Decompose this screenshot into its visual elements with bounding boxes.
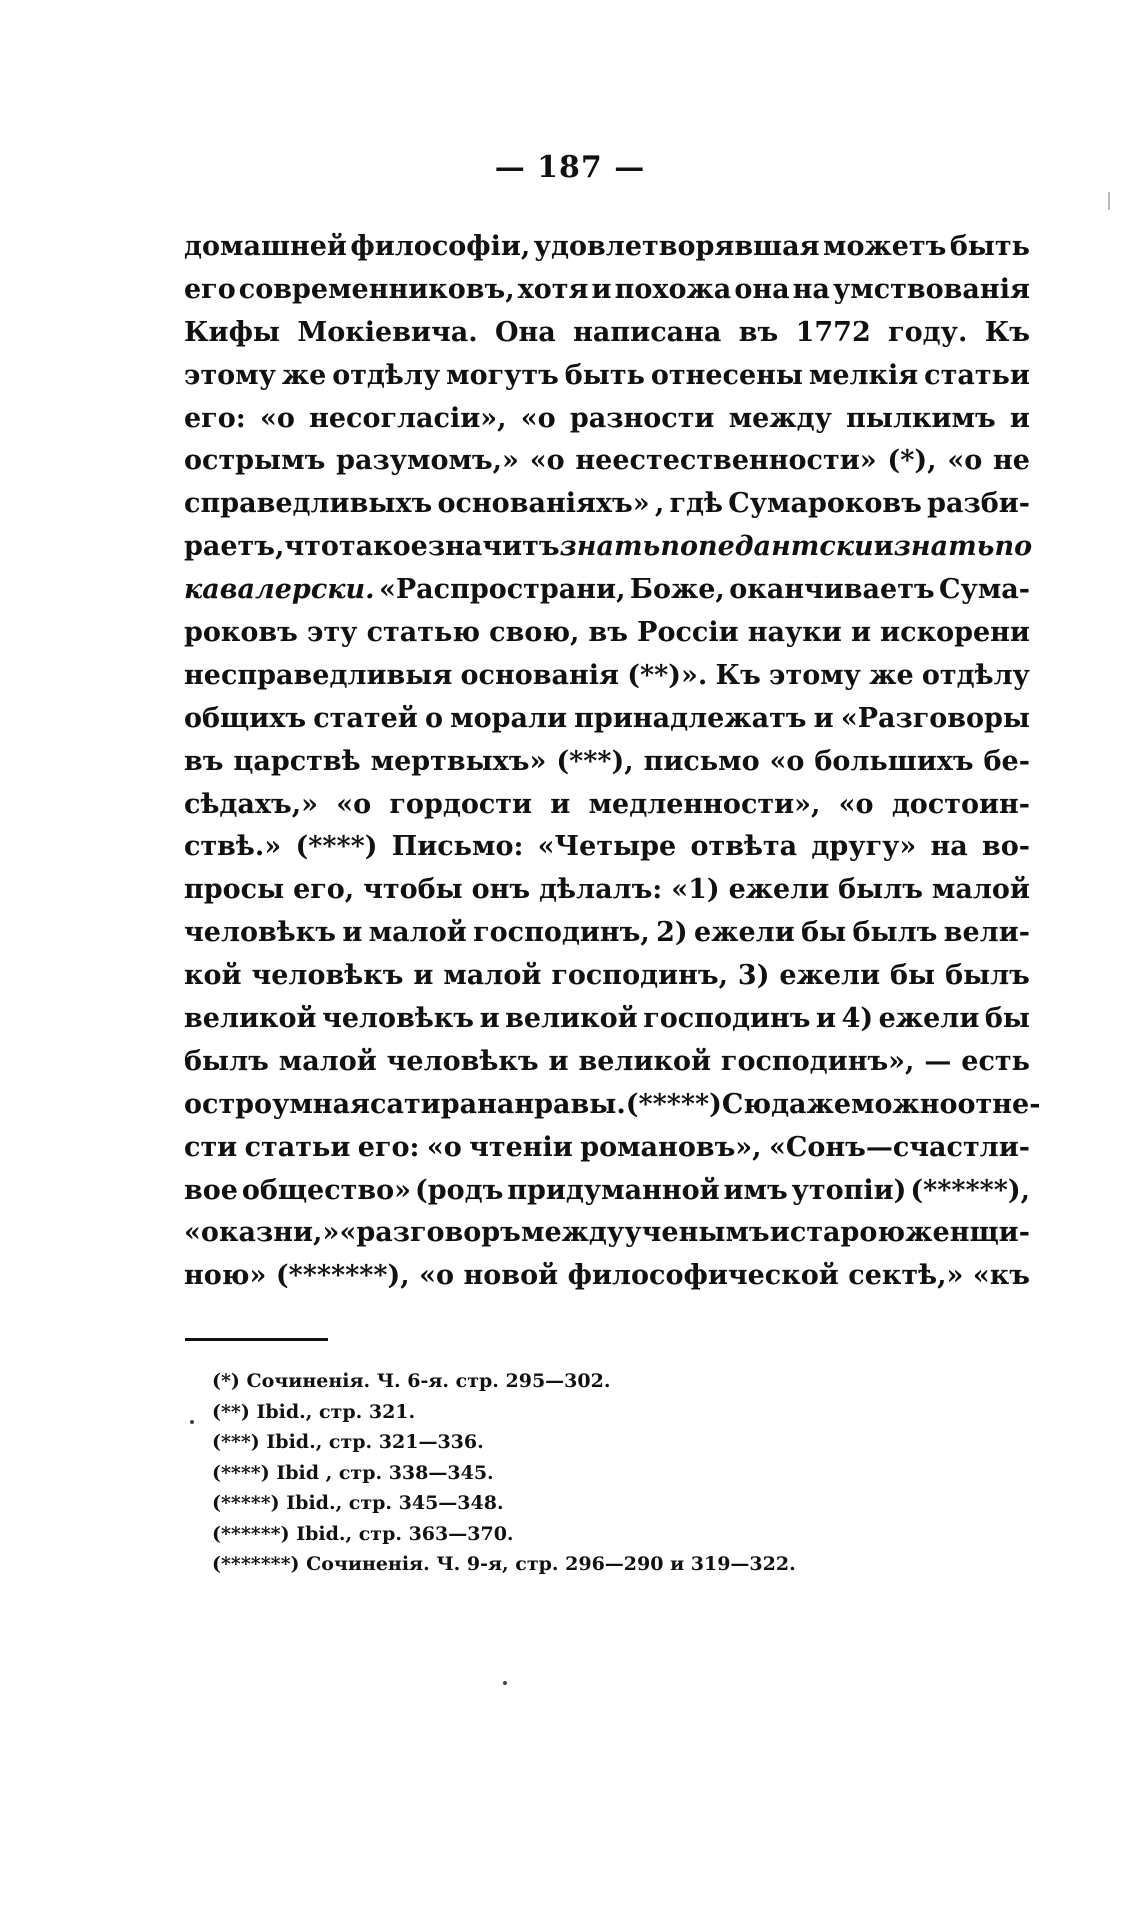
word: и bbox=[1009, 402, 1030, 434]
word: и bbox=[850, 617, 871, 649]
word: статьи bbox=[924, 359, 1030, 391]
word: такое bbox=[338, 531, 428, 563]
word: общихъ bbox=[184, 702, 307, 734]
word: человѣкъ bbox=[322, 1003, 475, 1035]
word: Мокіевича. bbox=[297, 316, 478, 348]
text-line bbox=[184, 955, 1030, 998]
word: написана bbox=[573, 316, 722, 348]
word: женщи- bbox=[905, 1217, 1030, 1249]
word: остроумная bbox=[184, 1088, 371, 1120]
text-line bbox=[184, 784, 1030, 827]
word: бы bbox=[890, 960, 936, 992]
word: «о bbox=[529, 445, 565, 477]
word: его: bbox=[184, 402, 246, 434]
word: отвѣта bbox=[690, 831, 798, 863]
text-line bbox=[184, 398, 1030, 441]
text-line bbox=[184, 355, 1030, 398]
word: разности bbox=[569, 402, 715, 434]
word: на bbox=[792, 273, 830, 305]
body-text bbox=[184, 226, 1041, 1298]
word: Письмо: bbox=[391, 831, 524, 863]
word: Къ bbox=[984, 316, 1030, 348]
word: господинъ», bbox=[720, 1045, 915, 1077]
word: бы bbox=[801, 917, 847, 949]
word: основанія bbox=[460, 659, 619, 691]
word: этому bbox=[184, 359, 276, 391]
word: ежели bbox=[694, 917, 795, 949]
word: чтобы bbox=[363, 874, 463, 906]
word: и bbox=[550, 788, 571, 820]
word: пылкимъ bbox=[846, 402, 996, 434]
word: философіи, bbox=[350, 231, 531, 262]
word: въ bbox=[588, 617, 629, 649]
word: «1) bbox=[671, 874, 720, 906]
word: достоин- bbox=[891, 788, 1030, 820]
text-line bbox=[184, 483, 1030, 526]
word: же bbox=[869, 659, 914, 691]
word: по bbox=[660, 531, 698, 563]
word: разби- bbox=[927, 488, 1030, 520]
word: морали bbox=[450, 702, 568, 734]
word: старою bbox=[789, 1217, 906, 1249]
word: философической bbox=[567, 1260, 839, 1292]
text-line bbox=[184, 569, 1030, 612]
word: «о bbox=[838, 788, 874, 820]
word: похожа bbox=[614, 273, 732, 305]
word: «о bbox=[520, 402, 556, 434]
text-line bbox=[184, 826, 1030, 869]
word: человѣкъ bbox=[386, 1045, 539, 1077]
word: и bbox=[591, 273, 612, 305]
text-line bbox=[184, 1084, 1041, 1127]
word: эту bbox=[307, 617, 358, 649]
word: умствованія bbox=[833, 273, 1030, 305]
word: малой bbox=[443, 960, 542, 992]
word: отне- bbox=[957, 1088, 1041, 1120]
word: ежели bbox=[728, 874, 830, 906]
word: придуманной bbox=[507, 1174, 720, 1206]
word: разумомъ,» bbox=[336, 445, 519, 477]
word: что bbox=[284, 531, 339, 563]
text-line bbox=[184, 612, 1030, 655]
word: его: bbox=[357, 1131, 420, 1163]
word: сти bbox=[184, 1131, 238, 1163]
word: можетъ bbox=[823, 231, 947, 262]
word: просы bbox=[184, 874, 285, 906]
word: и bbox=[479, 1003, 500, 1035]
word: человѣкъ bbox=[184, 917, 336, 949]
text-line bbox=[184, 1255, 1030, 1298]
word: и bbox=[548, 1045, 569, 1077]
text-line bbox=[184, 1041, 1030, 1084]
word: современниковъ, bbox=[238, 273, 515, 305]
word: (*****) bbox=[625, 1088, 722, 1120]
word: казни,» bbox=[219, 1217, 340, 1249]
word: ною» bbox=[184, 1260, 267, 1292]
text-line bbox=[184, 998, 1030, 1041]
word: новой bbox=[463, 1260, 559, 1292]
word: ствѣ.» bbox=[184, 831, 282, 863]
word: великой bbox=[505, 1003, 638, 1035]
word: царствѣ bbox=[233, 745, 361, 777]
word: Сумароковъ bbox=[728, 488, 922, 520]
word: «о bbox=[184, 1217, 219, 1249]
word: господинъ, bbox=[473, 917, 650, 949]
print-speck bbox=[190, 1420, 194, 1424]
word: сектѣ,» bbox=[848, 1260, 964, 1292]
text-line bbox=[184, 655, 1030, 698]
word: ученымъ bbox=[624, 1217, 770, 1249]
word: господинъ, bbox=[551, 960, 728, 992]
word: и bbox=[813, 702, 834, 734]
word: знать bbox=[893, 531, 995, 563]
word: между bbox=[521, 1217, 625, 1249]
footnote: (***) Ibid., стр. 321—336. bbox=[212, 1431, 484, 1453]
word: чтеніи bbox=[469, 1131, 573, 1163]
text-line bbox=[184, 440, 1030, 483]
word: справедливыхъ bbox=[184, 488, 433, 520]
footnote: (*) Сочиненія. Ч. 6-я. стр. 295—302. bbox=[212, 1370, 611, 1392]
footnote: (*******) Сочиненія. Ч. 9-я, стр. 296—290 и 319—322. bbox=[212, 1553, 796, 1575]
footnote: (******) Ibid., стр. 363—370. bbox=[212, 1522, 514, 1545]
word: не bbox=[993, 445, 1030, 477]
word: на bbox=[930, 831, 968, 863]
footnote-divider bbox=[185, 1338, 328, 1341]
word: Сюда bbox=[721, 1088, 807, 1120]
word: въ bbox=[184, 745, 224, 777]
word: Сума- bbox=[939, 574, 1030, 606]
word: «Сонъ—счастли- bbox=[768, 1131, 1030, 1163]
word: «о bbox=[947, 445, 983, 477]
word: его, bbox=[293, 874, 355, 906]
text-line bbox=[184, 226, 1030, 269]
word: статей bbox=[313, 702, 418, 734]
page-number: — 187 — bbox=[494, 150, 646, 185]
text-line bbox=[184, 1127, 1030, 1170]
margin-mark bbox=[1108, 192, 1110, 210]
word: малой bbox=[931, 874, 1030, 906]
word: о bbox=[424, 702, 443, 734]
word: — bbox=[924, 1045, 952, 1077]
word: утопіи) bbox=[791, 1174, 907, 1206]
word: гордости bbox=[389, 788, 533, 820]
word: большихъ bbox=[814, 745, 974, 777]
word: она bbox=[734, 273, 790, 305]
word: романовъ», bbox=[580, 1131, 762, 1163]
word: вое bbox=[184, 1174, 238, 1206]
word: сѣдахъ,» bbox=[184, 788, 318, 820]
word: хотя bbox=[517, 273, 589, 305]
text-line bbox=[184, 698, 1030, 741]
word: (родъ bbox=[414, 1174, 504, 1206]
word: году. bbox=[888, 316, 968, 348]
word: же bbox=[281, 359, 327, 391]
footnote: (**) Ibid., стр. 321. bbox=[212, 1400, 416, 1423]
word: Она bbox=[495, 316, 556, 348]
word: основаніяхъ» bbox=[437, 488, 650, 520]
word: бы bbox=[984, 1003, 1030, 1035]
word: «Распространи, bbox=[378, 574, 626, 606]
word: его bbox=[184, 273, 236, 305]
text-line bbox=[184, 741, 1030, 784]
word: и bbox=[816, 1003, 837, 1035]
word: принадлежатъ bbox=[574, 702, 807, 734]
word: , bbox=[654, 488, 665, 520]
word: великой bbox=[184, 1003, 317, 1035]
word: и bbox=[769, 1217, 790, 1249]
word: вели- bbox=[943, 917, 1030, 949]
word: письмо bbox=[643, 745, 760, 777]
word: «о bbox=[426, 1131, 462, 1163]
word: былъ bbox=[945, 960, 1030, 992]
text-line bbox=[184, 1212, 1030, 1255]
word: искорени bbox=[880, 617, 1030, 649]
word: отдѣлу bbox=[921, 659, 1030, 691]
word: мелкія bbox=[808, 359, 919, 391]
word: нравы. bbox=[514, 1088, 626, 1120]
word: (*), bbox=[887, 445, 937, 477]
word: Боже, bbox=[629, 574, 725, 606]
text-line bbox=[184, 269, 1030, 312]
word: «Четыре bbox=[537, 831, 677, 863]
word: Россіи bbox=[637, 617, 739, 649]
text-line bbox=[184, 312, 1030, 355]
footnote: (*****) Ibid., стр. 345—348. bbox=[212, 1492, 504, 1514]
word: ежели bbox=[779, 960, 881, 992]
word: 4) bbox=[841, 1003, 874, 1035]
word: кой bbox=[184, 960, 242, 992]
word: есть bbox=[961, 1045, 1030, 1077]
word: 2) bbox=[656, 917, 688, 949]
text-line bbox=[184, 869, 1030, 912]
word: дѣлалъ: bbox=[539, 874, 663, 906]
word: могутъ bbox=[446, 359, 559, 391]
word: 1772 bbox=[795, 316, 871, 348]
word: (****) bbox=[295, 831, 378, 863]
footnotes bbox=[212, 1366, 1032, 1580]
word: науки bbox=[747, 617, 842, 649]
word: быть bbox=[949, 231, 1030, 262]
word: несправедливыя bbox=[184, 659, 453, 691]
word: кавалерски. bbox=[184, 574, 375, 606]
word: «о bbox=[259, 402, 295, 434]
word: господинъ bbox=[643, 1003, 811, 1035]
word: великой bbox=[578, 1045, 712, 1077]
word: имъ bbox=[723, 1174, 788, 1206]
word: былъ bbox=[838, 874, 923, 906]
word: отнесены bbox=[650, 359, 803, 391]
word: статью bbox=[366, 617, 480, 649]
word: можно bbox=[851, 1088, 958, 1120]
word: «Разговоры bbox=[840, 702, 1030, 734]
footnote: (****) Ibid , стр. 338—345. bbox=[212, 1461, 494, 1484]
word: свою, bbox=[489, 617, 580, 649]
word: «о bbox=[336, 788, 372, 820]
word: и bbox=[873, 531, 894, 563]
word: былъ bbox=[852, 917, 938, 949]
word: Къ bbox=[715, 659, 761, 691]
word: (***), bbox=[556, 745, 634, 777]
word: Кифы bbox=[184, 316, 281, 348]
word: во- bbox=[982, 831, 1030, 863]
word: же bbox=[806, 1088, 852, 1120]
word: онъ bbox=[471, 874, 531, 906]
word: бе- bbox=[983, 745, 1030, 777]
text-line bbox=[184, 1170, 1030, 1213]
word: гдѣ bbox=[669, 488, 724, 520]
word: и bbox=[413, 960, 434, 992]
word: ежели bbox=[878, 1003, 980, 1035]
word: «разговоръ bbox=[339, 1217, 521, 1249]
word: 3) bbox=[737, 960, 770, 992]
word: несогласіи», bbox=[309, 402, 507, 434]
word: (*******), bbox=[275, 1260, 410, 1292]
word: (**)». bbox=[627, 659, 708, 691]
word: удовлетворявшая bbox=[533, 231, 820, 262]
word: и bbox=[342, 917, 363, 949]
word: педантски bbox=[698, 531, 874, 563]
word: на bbox=[477, 1088, 515, 1120]
word: (******), bbox=[910, 1174, 1030, 1206]
word: «къ bbox=[972, 1260, 1030, 1292]
text-line bbox=[184, 912, 1030, 955]
word: мертвыхъ» bbox=[370, 745, 547, 777]
word: между bbox=[728, 402, 832, 434]
word: оканчиваетъ bbox=[729, 574, 935, 606]
word: медленности», bbox=[588, 788, 821, 820]
word: быть bbox=[564, 359, 645, 391]
word: острымъ bbox=[184, 445, 326, 477]
word: значитъ bbox=[427, 531, 560, 563]
word: статьи bbox=[244, 1131, 351, 1163]
word: малой bbox=[368, 917, 467, 949]
word: отдѣлу bbox=[332, 359, 441, 391]
word: общество» bbox=[241, 1174, 412, 1206]
word: по bbox=[994, 531, 1033, 563]
text-line bbox=[184, 526, 1033, 569]
word: человѣкъ bbox=[251, 960, 404, 992]
word: «о bbox=[769, 745, 805, 777]
word: раетъ, bbox=[184, 531, 285, 563]
word: неестественности» bbox=[575, 445, 877, 477]
word: «о bbox=[419, 1260, 455, 1292]
word: сатира bbox=[370, 1088, 478, 1120]
word: въ bbox=[738, 316, 779, 348]
word: другу» bbox=[811, 831, 917, 863]
word: знать bbox=[559, 531, 661, 563]
word: малой bbox=[278, 1045, 377, 1077]
print-speck bbox=[503, 1681, 507, 1685]
word: былъ bbox=[184, 1045, 269, 1077]
word: домашней bbox=[184, 231, 347, 262]
word: этому bbox=[769, 659, 861, 691]
word: роковъ bbox=[184, 617, 298, 649]
